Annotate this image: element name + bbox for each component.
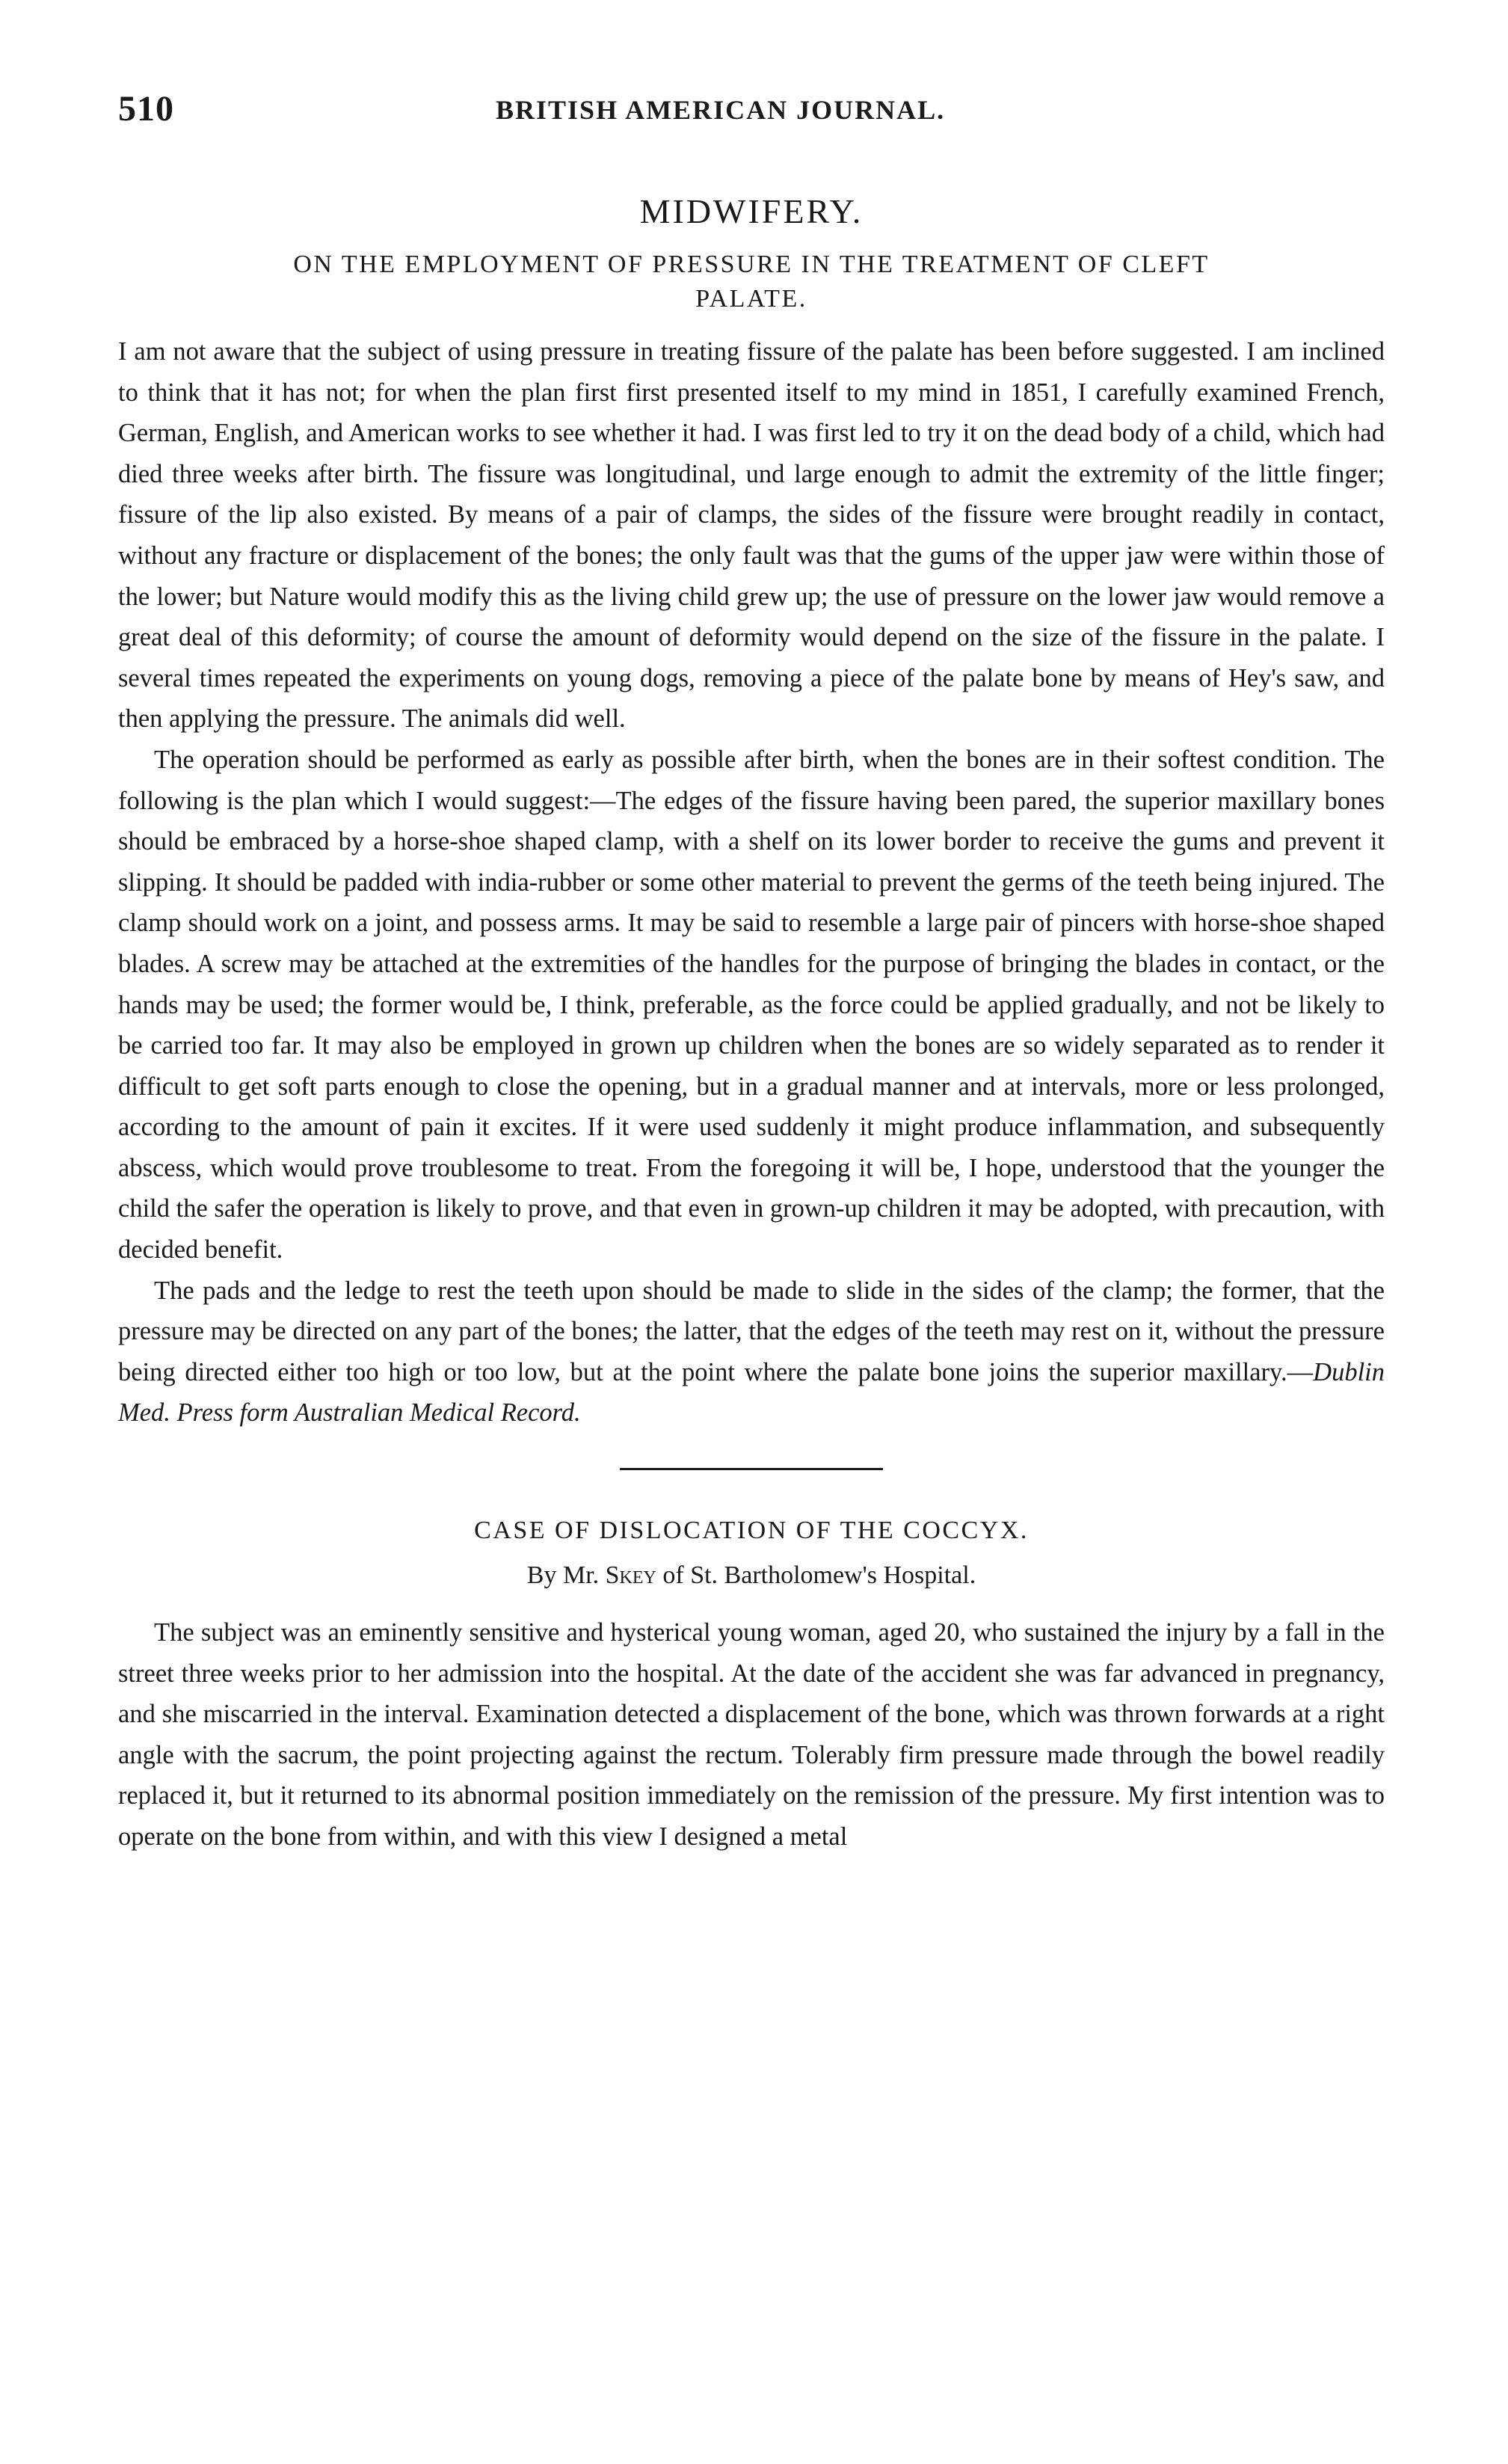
article-title — [118, 248, 1385, 316]
article-paragraph-1: I am not aware that the subject of using pressure in treating fissure of the palate has been before suggested. I am inclined to think that it has not; for when the plan first first presented itself to my mind in 1851, I carefully examined French, German, English, and American works to see whether it had. I was first led to try it on the dead body of a child, which had died three weeks after birth. The fissure was longitudinal, und large enough to admit the extremity of the little finger; fissure of the lip also existed. By means of a pair of clamps, the sides of the fissure were brought readily in contact, without any fracture or displacement of the bones; the only fault was that the gums of the upper jaw were within those of the lower; but Nature would modify this as the living child grew up; the use of pressure on the lower jaw would remove a great deal of this deformity; of course the amount of deformity would depend on the size of the fissure in the palate. I several times repeated the experiments on young dogs, removing a piece of the palate bone by means of Hey's saw, and then applying the pressure. The animals did well. — [118, 337, 1385, 734]
section-heading: MIDWIFERY. — [639, 192, 864, 230]
article-title-line-2: PALATE. — [695, 285, 807, 313]
byline-author: Skey — [605, 1561, 656, 1590]
case-title: CASE OF DISLOCATION OF THE COCCYX. — [474, 1517, 1029, 1545]
article-paragraph-2: The operation should be performed as early as possible after birth, when the bones are in their softest condition. The following is the plan which I would suggest:—The edges of the fissure having been pared, the superior maxillary bones should be embraced by a horse-shoe shaped clamp, with a shelf on its lower border to receive the gums and prevent it slipping. It should be padded with india-rubber or some other material to prevent the germs of the teeth being injured. The clamp should work on a joint, and possess arms. It may be said to resemble a large pair of pincers with horse-shoe shaped blades. A screw may be attached at the extremities of the handles for the purpose of bringing the blades in contact, or the hands may be used; the former would be, I think, preferable, as the force could be applied gradually, and not be likely to be carried too far. It may also be employed in grown up children when the bones are so widely separated as to render it difficult to get soft parts enough to close the opening, but in a gradual manner and at intervals, more or less prolonged, according to the amount of pain it excites. If it were used suddenly it might produce inflammation, and subsequently abscess, which would prove troublesome to treat. From the foregoing it will be, I hope, understood that the younger the child the safer the operation is likely to prove, and that even in grown-up children it may be adopted, with precaution, with decided benefit. — [118, 745, 1385, 1265]
byline-suffix: of St. Bartholomew's Hospital. — [656, 1561, 976, 1590]
article-paragraph-3-text: The pads and the ledge to rest the teeth upon should be made to slide in the sides of the clamp; the former, that the pressure may be directed on any part of the bones; the latter, that the edges of the teeth may rest on it, without the pressure being directed either too high or too low, but at the point where the palate bone joins the superior maxillary.— — [118, 1276, 1385, 1386]
case-paragraph: The subject was an eminently sensitive and hysterical young woman, aged 20, who sustained the injury by a fall in the street three weeks prior to her admission into the hospital. At the date of the accident she was far advanced in pregnancy, and she miscarried in the interval. Examination detected a displacement of the bone, which was thrown forwards at a right angle with the sacrum, the point projecting against the rectum. Tolerably firm pressure made through the bowel readily replaced it, but it returned to its abnormal position immediately on the remission of the pressure. My first intention was to operate on the bone from within, and with this view I designed a metal — [118, 1618, 1385, 1851]
byline — [118, 1561, 1385, 1590]
article-paragraph-3 — [118, 1271, 1385, 1434]
running-head — [118, 88, 1385, 148]
source-citation: Dublin Med. Press form Australian Medical Record. — [118, 1357, 1385, 1428]
section-divider — [620, 1468, 883, 1470]
journal-title: BRITISH AMERICAN JOURNAL. — [496, 95, 946, 125]
article-title-line-1: ON THE EMPLOYMENT OF PRESSURE IN THE TREATMENT OF CLEFT — [293, 251, 1210, 278]
journal-page — [118, 88, 1385, 1858]
byline-prefix: By Mr. — [526, 1561, 606, 1590]
page-number: 510 — [118, 89, 174, 129]
